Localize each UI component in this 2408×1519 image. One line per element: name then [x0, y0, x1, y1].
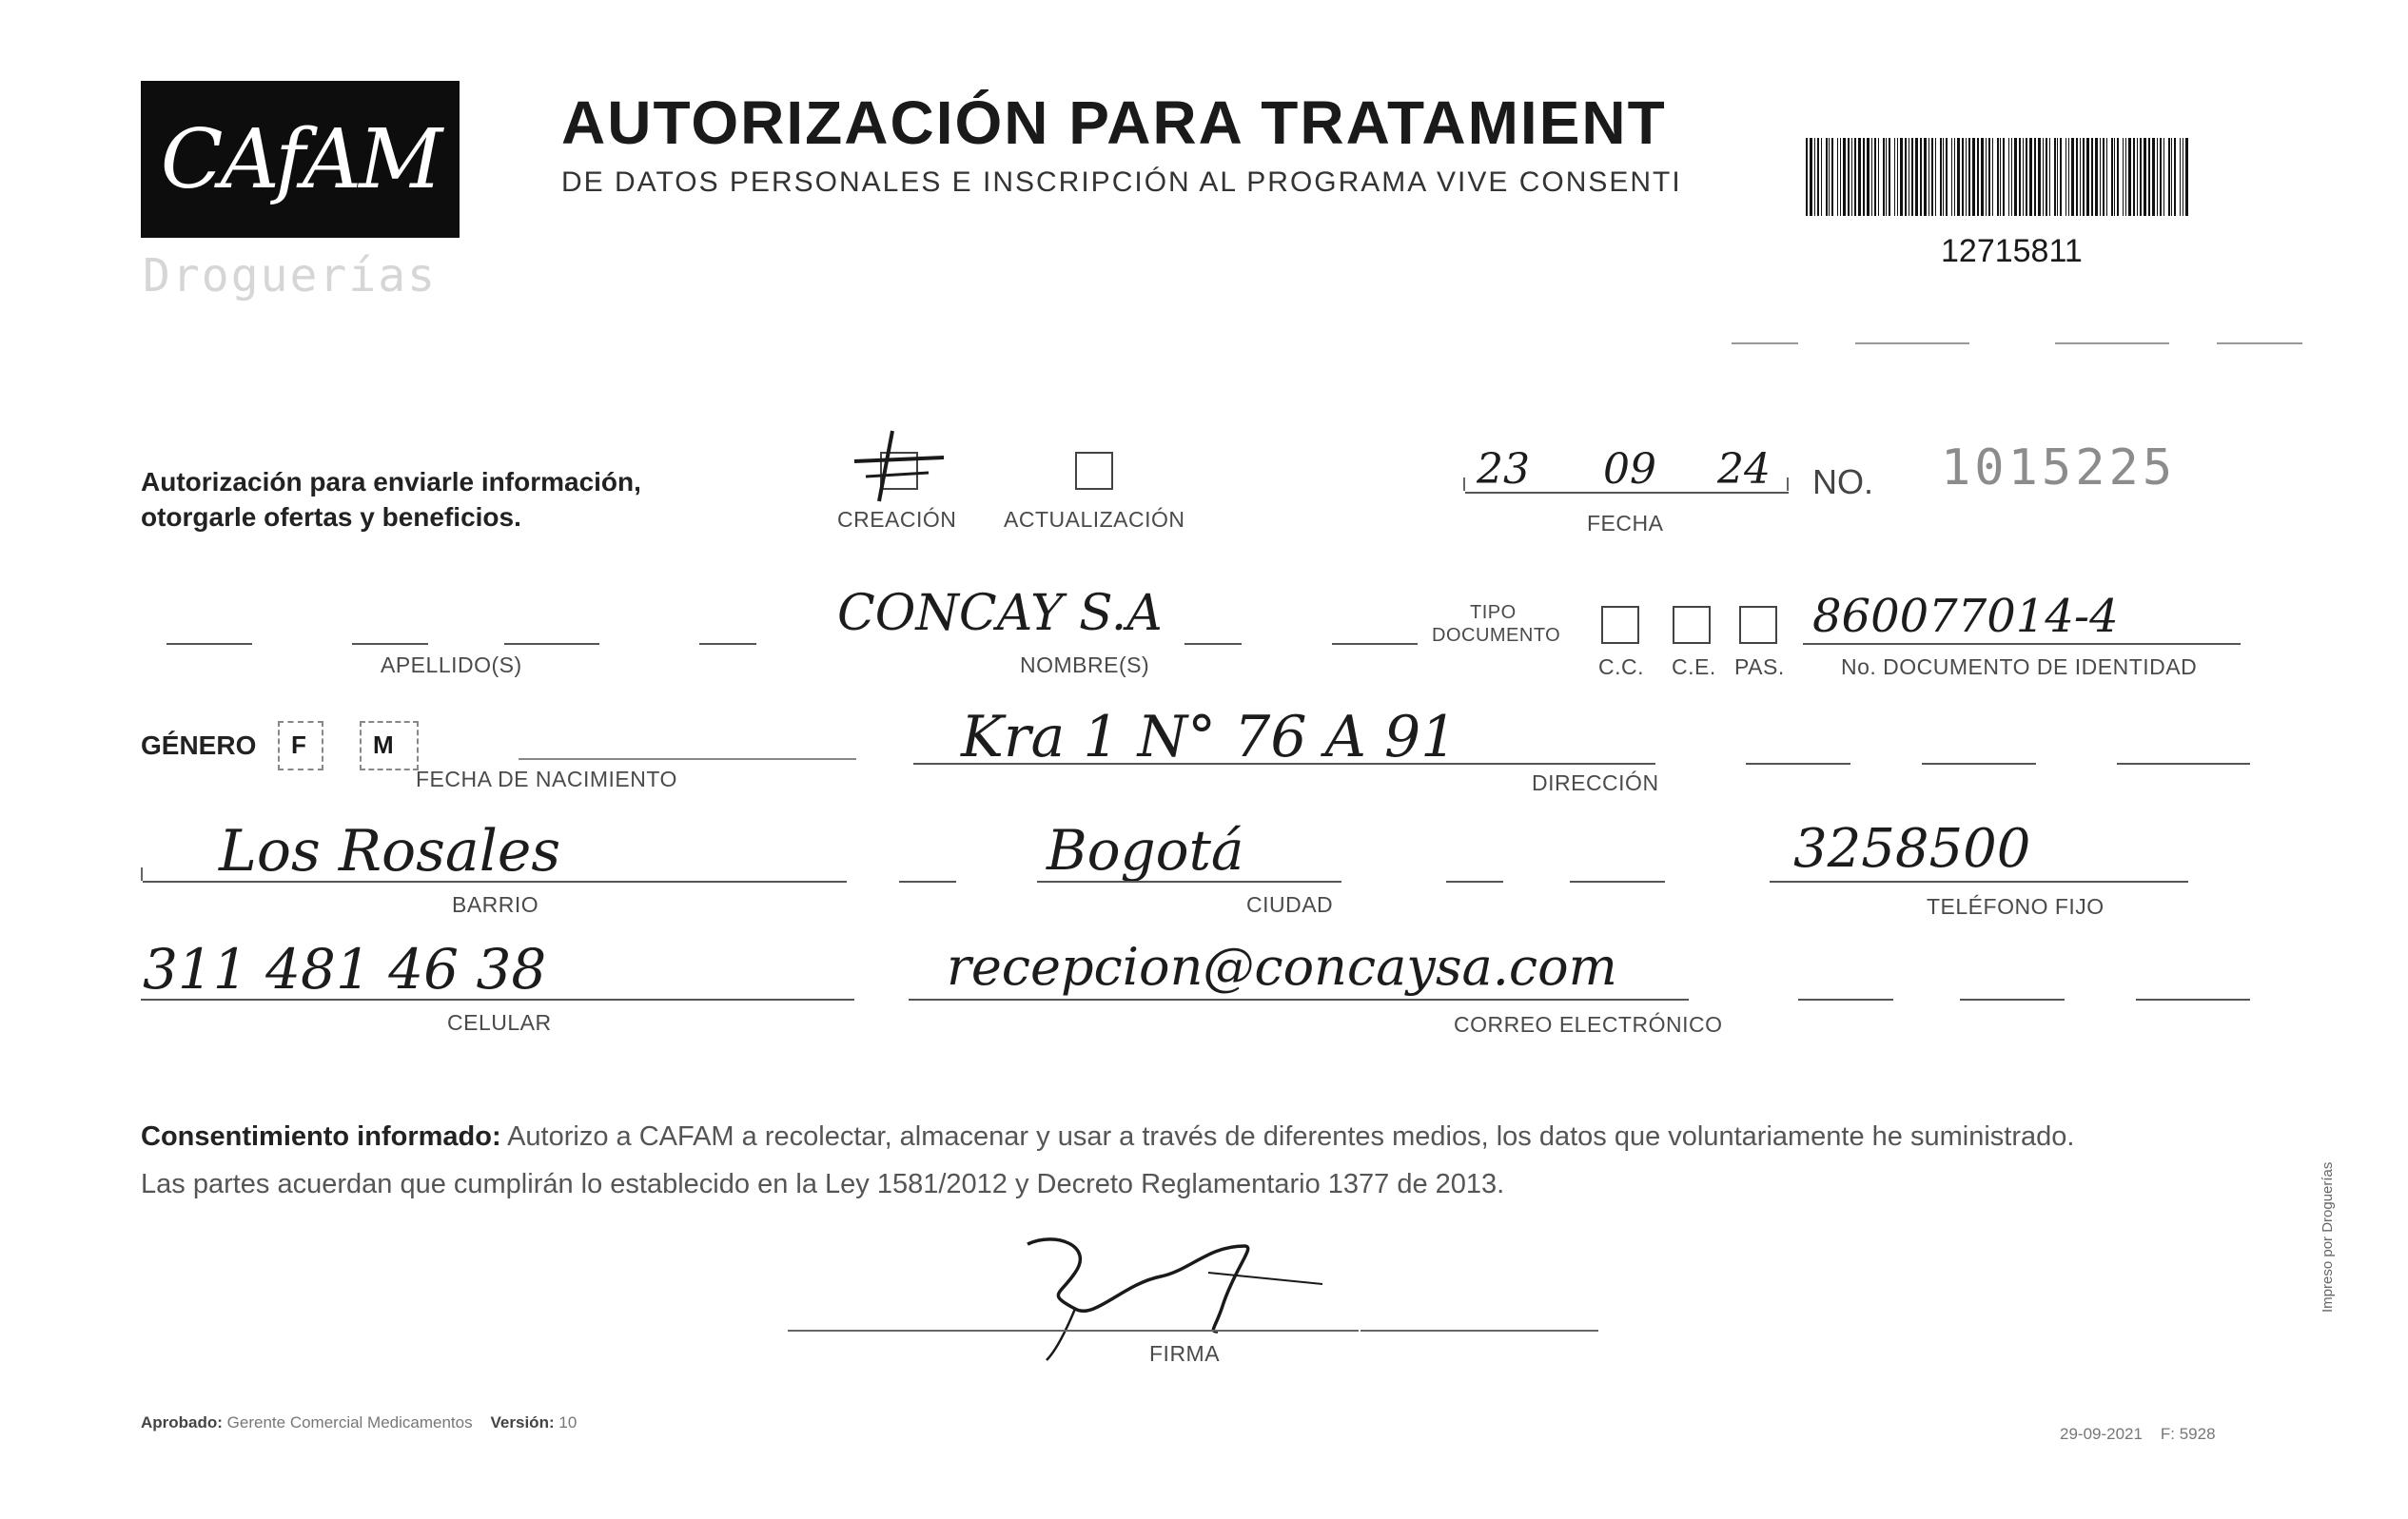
barcode-bar	[2095, 138, 2098, 216]
fecha-year[interactable]: 24	[1717, 445, 1771, 494]
barcode-bar	[1806, 138, 1808, 216]
divider	[2217, 342, 2302, 344]
barcode-bar	[1900, 138, 1903, 216]
barcode-bar	[1886, 138, 1887, 216]
barcode-bar	[2091, 138, 2093, 216]
barcode-bar	[2057, 138, 2058, 216]
consent-text	[141, 1113, 2262, 1208]
fecha-month[interactable]: 09	[1603, 445, 1656, 494]
barrio-label: BARRIO	[452, 892, 539, 917]
apellidos-label: APELLIDO(S)	[381, 652, 522, 677]
direccion-line	[913, 763, 1655, 765]
barcode-bar	[2076, 138, 2078, 216]
tipo-documento-label-2: DOCUMENTO	[1432, 625, 1561, 646]
barcode-bar	[1972, 138, 1975, 216]
barcode-bar	[2060, 138, 2062, 216]
barcode-bar	[2034, 138, 2036, 216]
documento-value[interactable]: 860077014-4	[1812, 590, 2119, 643]
barcode-bar	[1943, 138, 1944, 216]
barcode-bar	[2011, 138, 2012, 216]
direccion-line	[1922, 763, 2036, 765]
footer-codes	[2060, 1425, 2216, 1444]
celular-label: CELULAR	[447, 1010, 552, 1035]
cc-label: C.C.	[1598, 654, 1644, 679]
authorization-text	[141, 464, 641, 535]
barcode-bar	[2008, 138, 2009, 216]
barcode-bar	[1946, 138, 1948, 216]
correo-line	[1798, 999, 1893, 1001]
barcode-bar	[1986, 138, 1987, 216]
field-tick	[141, 867, 143, 881]
consent-line2: Las partes acuerdan que cumplirán lo establecido en la Ley 1581/2012 y Decreto Reglamentario 1377 de 2013.	[141, 1169, 1505, 1199]
barcode-bar	[2071, 138, 2074, 216]
barcode-bar	[2049, 138, 2050, 216]
barcode-bar	[1837, 138, 1838, 216]
correo-line	[2136, 999, 2250, 1001]
barcode-bar	[1858, 138, 1861, 216]
barcode-bar	[2111, 138, 2113, 216]
ciudad-label: CIUDAD	[1246, 892, 1334, 917]
firma-line	[1361, 1330, 1598, 1332]
version-label: Versión:	[490, 1413, 555, 1431]
barcode-bar	[1977, 138, 1979, 216]
tipo-documento-label-1: TIPO	[1470, 602, 1517, 623]
barcode-bar	[2123, 138, 2124, 216]
barcode-bar	[2125, 138, 2126, 216]
celular-line	[141, 999, 854, 1001]
version-value: 10	[558, 1413, 578, 1431]
field-tick	[1463, 477, 1465, 491]
barcode-bar	[2168, 138, 2170, 216]
ciudad-line	[1037, 881, 1341, 883]
correo-label: CORREO ELECTRÓNICO	[1454, 1012, 1723, 1037]
barcode-bar	[1968, 138, 1970, 216]
aprobado-value: Gerente Comercial Medicamentos	[226, 1413, 473, 1431]
barcode-bar	[1935, 138, 1936, 216]
barcode-bar	[1826, 138, 1828, 216]
barcode-bar	[1848, 138, 1850, 216]
barcode-bar	[1854, 138, 1856, 216]
pas-label: PAS.	[1734, 654, 1785, 679]
barcode-bar	[2140, 138, 2142, 216]
apellidos-line	[699, 643, 756, 645]
ciudad-line	[899, 881, 956, 883]
apellidos-line	[504, 643, 599, 645]
barcode-bar	[2144, 138, 2146, 216]
authorization-text-line2: otorgarle ofertas y beneficios.	[141, 502, 521, 532]
nombres-line	[1332, 643, 1418, 645]
direccion-value[interactable]: Kra 1 N° 76 A 91	[961, 704, 1458, 770]
barcode-bar	[1951, 138, 1952, 216]
firma-line	[788, 1330, 1359, 1332]
cc-checkbox[interactable]	[1601, 606, 1639, 644]
form-subtitle: DE DATOS PERSONALES E INSCRIPCIÓN AL PROGRAMA VIVE CONSENTI	[561, 166, 1682, 198]
barcode-bar	[1867, 138, 1870, 216]
barrio-value[interactable]: Los Rosales	[219, 818, 561, 885]
barcode-bar	[2133, 138, 2135, 216]
form-title: AUTORIZACIÓN PARA TRATAMIENT	[561, 88, 1667, 157]
barcode-bar	[1831, 138, 1833, 216]
barcode-bar	[2180, 138, 2181, 216]
barcode-bar	[1911, 138, 1913, 216]
barcode-bar	[2171, 138, 2172, 216]
barcode-bar	[2023, 138, 2024, 216]
logo-text: CAfAM	[160, 111, 440, 207]
barcode-bar	[1915, 138, 1918, 216]
barcode-bar	[2137, 138, 2138, 216]
actualizacion-checkbox[interactable]	[1075, 452, 1113, 490]
barcode-bar	[1962, 138, 1964, 216]
ce-checkbox[interactable]	[1673, 606, 1711, 644]
barcode-bar	[1874, 138, 1876, 216]
creacion-label: CREACIÓN	[837, 507, 957, 532]
barcode-bar	[1851, 138, 1852, 216]
barcode-bar	[1897, 138, 1898, 216]
barcode-bar	[2019, 138, 2021, 216]
actualizacion-label: ACTUALIZACIÓN	[1004, 507, 1185, 532]
barcode-bar	[1928, 138, 1929, 216]
barcode-bar	[1810, 138, 1812, 216]
genero-m-label: M	[373, 730, 394, 759]
barcode-bar	[2026, 138, 2027, 216]
consent-heading: Consentimiento informado:	[141, 1121, 501, 1152]
barcode-bar	[1840, 138, 1841, 216]
barcode-bar	[2103, 138, 2105, 216]
creacion-check-mark	[837, 423, 961, 509]
correo-line	[1960, 999, 2065, 1001]
cafam-logo	[141, 81, 460, 238]
authorization-text-line1: Autorización para enviarle información,	[141, 467, 641, 497]
telefono-label: TELÉFONO FIJO	[1927, 894, 2105, 919]
numero-value: 1015225	[1941, 439, 2177, 497]
barcode-bar	[2086, 138, 2089, 216]
direccion-line	[2117, 763, 2250, 765]
barcode-bar	[1988, 138, 1990, 216]
barcode-bar	[1883, 138, 1885, 216]
barcode-bar	[2174, 138, 2176, 216]
barcode-bar	[1878, 138, 1879, 216]
barcode-bar	[1940, 138, 1942, 216]
barcode-bar	[2114, 138, 2115, 216]
barcode-number: 12715811	[1941, 233, 2083, 269]
barcode-bar	[2083, 138, 2085, 216]
barcode-bar	[2038, 138, 2041, 216]
barcode	[1806, 138, 2188, 216]
barcode-bar	[2106, 138, 2107, 216]
barcode-bar	[2128, 138, 2131, 216]
barcode-bar	[2054, 138, 2056, 216]
nombres-value[interactable]: CONCAY S.A	[837, 585, 1163, 642]
barcode-bar	[1814, 138, 1815, 216]
barcode-bar	[1829, 138, 1830, 216]
footer-approval	[141, 1413, 577, 1432]
ciudad-line	[1570, 881, 1665, 883]
apellidos-line	[166, 643, 252, 645]
telefono-value[interactable]: 3258500	[1793, 818, 2031, 880]
barcode-bar	[1931, 138, 1933, 216]
barcode-bar	[1924, 138, 1927, 216]
divider	[1732, 342, 1798, 344]
barcode-bar	[2157, 138, 2158, 216]
fecha-day[interactable]: 23	[1477, 445, 1530, 494]
barcode-bar	[1843, 138, 1846, 216]
correo-line	[909, 999, 1689, 1001]
barcode-bar	[2000, 138, 2001, 216]
date-code: 29-09-2021	[2060, 1425, 2143, 1443]
pas-checkbox[interactable]	[1739, 606, 1777, 644]
barcode-bar	[1889, 138, 1890, 216]
barrio-line	[143, 881, 847, 883]
documento-line	[1803, 643, 2241, 645]
fecha-label: FECHA	[1587, 511, 1664, 536]
genero-label: GÉNERO	[141, 730, 257, 760]
genero-f-label: F	[291, 730, 306, 759]
side-print-text: Impreso por Droguerías	[2320, 1161, 2336, 1313]
logo-subtext: Droguerías	[143, 249, 437, 302]
barcode-bar	[2117, 138, 2119, 216]
barcode-bar	[2043, 138, 2044, 216]
barcode-bar	[2046, 138, 2047, 216]
aprobado-label: Aprobado:	[141, 1413, 223, 1431]
barcode-bar	[2029, 138, 2032, 216]
barcode-bar	[1920, 138, 1922, 216]
field-tick	[1787, 477, 1789, 491]
barcode-bar	[1992, 138, 1993, 216]
ciudad-line	[1446, 881, 1503, 883]
barcode-bar	[1817, 138, 1819, 216]
fecha-nacimiento-line	[519, 758, 856, 760]
barcode-bar	[1966, 138, 1967, 216]
barcode-bar	[2068, 138, 2069, 216]
divider	[2055, 342, 2169, 344]
ce-label: C.E.	[1672, 654, 1716, 679]
barcode-bar	[1981, 138, 1984, 216]
barcode-bar	[2100, 138, 2101, 216]
divider	[1855, 342, 1969, 344]
barcode-bar	[1997, 138, 1999, 216]
barcode-bar	[1905, 138, 1907, 216]
barcode-bar	[1954, 138, 1955, 216]
direccion-label: DIRECCIÓN	[1532, 770, 1659, 795]
celular-value[interactable]: 311 481 46 38	[143, 937, 547, 1002]
nombres-label: NOMBRE(S)	[1020, 652, 1150, 677]
ciudad-value[interactable]: Bogotá	[1047, 818, 1244, 883]
barcode-bar	[2163, 138, 2164, 216]
telefono-line	[1770, 881, 2188, 883]
barcode-bar	[2185, 138, 2188, 216]
barcode-bar	[1863, 138, 1865, 216]
direccion-line	[1746, 763, 1850, 765]
barcode-bar	[2152, 138, 2155, 216]
nombres-line	[1184, 643, 1242, 645]
form-code: F: 5928	[2160, 1425, 2216, 1443]
barcode-bar	[1894, 138, 1895, 216]
barcode-bar	[2160, 138, 2162, 216]
barcode-bar	[2065, 138, 2066, 216]
barcode-bar	[1957, 138, 1960, 216]
apellidos-line	[352, 643, 428, 645]
barcode-bar	[2003, 138, 2005, 216]
barcode-bar	[2080, 138, 2081, 216]
fecha-nacimiento-label: FECHA DE NACIMIENTO	[416, 767, 677, 791]
numero-label: NO.	[1812, 462, 1874, 501]
firma-label: FIRMA	[1149, 1341, 1221, 1366]
barcode-bar	[1871, 138, 1872, 216]
consent-line1: Autorizo a CAFAM a recolectar, almacenar y usar a través de diferentes medios, los datos que voluntariamente he suministrado.	[500, 1121, 2075, 1152]
barcode-bar	[1821, 138, 1822, 216]
documento-label: No. DOCUMENTO DE IDENTIDAD	[1841, 654, 2198, 679]
correo-value[interactable]: recepcion@concaysa.com	[947, 937, 1617, 997]
barcode-bar	[2014, 138, 2017, 216]
barcode-bar	[2148, 138, 2150, 216]
